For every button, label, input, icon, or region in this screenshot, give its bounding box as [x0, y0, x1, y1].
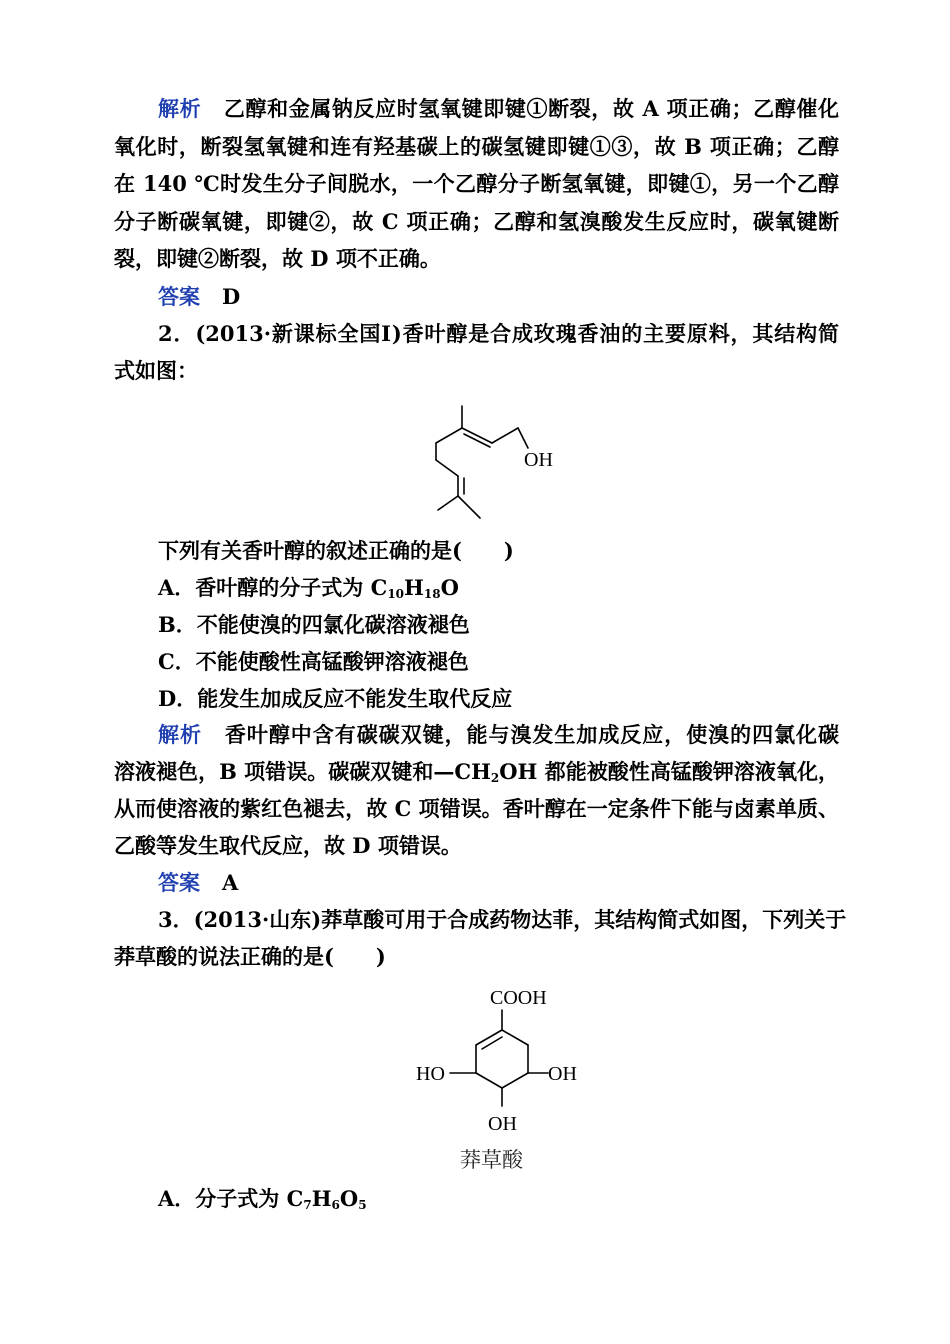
shikimic-acid-structure-figure	[410, 980, 600, 1180]
ho-left-label: HO	[416, 1063, 445, 1085]
q2-analysis-line-2: 溶液褪色，B 项错误。碳碳双键和$—CH_2OH$ 都能被酸性高锰酸钾溶液氧化，	[114, 759, 839, 785]
analysis-label: 解析	[158, 96, 202, 121]
figure-caption: 莽草酸	[460, 1148, 523, 1172]
q1-analysis-line-3: 在 140 ℃时发生分子间脱水，一个乙醇分子断氢氧键，即键①，另一个乙醇	[114, 171, 839, 196]
answer-label: 答案	[158, 870, 200, 895]
q2-answer	[158, 871, 839, 895]
oh-right-label: OH	[548, 1063, 577, 1085]
answer-value: A	[222, 870, 239, 895]
q2-question: 下列有关香叶醇的叙述正确的是( )	[158, 538, 514, 563]
q2-stem-line-1: 2．(2013·新课标全国Ⅰ)香叶醇是合成玫瑰香油的主要原料，其结构简	[158, 321, 839, 346]
analysis-label: 解析	[158, 722, 202, 747]
q2-option-a: A．香叶醇的分子式为 $C_{10}H_{18}O$	[158, 575, 459, 601]
q2-analysis-line-1: 解析 香叶醇中含有碳碳双键，能与溴发生加成反应，使溴的四氯化碳	[158, 722, 840, 747]
answer-value: D	[222, 284, 241, 309]
q2-analysis-line-4: 乙酸等发生取代反应，故 D 项错误。	[114, 833, 462, 858]
q2-option-c: C．不能使酸性高锰酸钾溶液褪色	[158, 649, 469, 674]
q2-stem-line-2: 式如图：	[114, 358, 198, 383]
q1-answer	[158, 285, 839, 309]
geraniol-structure-figure	[420, 398, 580, 524]
geraniol-oh-label: OH	[524, 449, 553, 471]
q1-analysis-line-2: 氧化时，断裂氢氧键和连有羟基碳上的碳氢键即键①③，故 B 项正确；乙醇	[114, 134, 839, 159]
q2-analysis-line-3: 从而使溶液的紫红色褪去，故 C 项错误。香叶醇在一定条件下能与卤素单质、	[114, 796, 839, 821]
cooh-label: COOH	[490, 987, 547, 1009]
q1-analysis-line-1: 解析 乙醇和金属钠反应时氢氧键即键①断裂，故 A 项正确；乙醇催化	[158, 96, 839, 121]
q1-analysis-line-5: 裂，即键②断裂，故 D 项不正确。	[114, 246, 441, 271]
q3-stem-line-1: 3．(2013·山东)莽草酸可用于合成药物达菲，其结构简式如图，下列关于	[158, 907, 847, 932]
answer-label: 答案	[158, 284, 200, 309]
oh-bottom-label: OH	[488, 1113, 517, 1135]
q3-stem-line-2: 莽草酸的说法正确的是( )	[114, 944, 386, 969]
q2-option-b: B．不能使溴的四氯化碳溶液褪色	[158, 612, 470, 637]
q1-analysis-line-4: 分子断碳氧键，即键②，故 C 项正确；乙醇和氢溴酸发生反应时，碳氧键断	[114, 209, 839, 234]
q3-option-a: A．分子式为 $C_7H_6O_5$	[158, 1186, 367, 1212]
q2-option-d: D．能发生加成反应不能发生取代反应	[158, 686, 513, 711]
